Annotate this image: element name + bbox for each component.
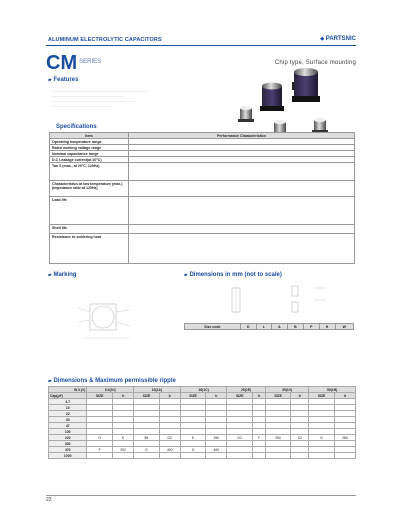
- section-marker-icon: ▰: [48, 77, 52, 82]
- header-rule: [46, 45, 356, 46]
- cell: 460: [206, 447, 227, 453]
- series-title: [46, 52, 101, 75]
- feature-line: [52, 106, 112, 107]
- spec-label: Characteristics at low temperature (max.) (impedance ratio at 120Hz): [50, 181, 129, 197]
- table-row: [50, 181, 355, 197]
- spec-value: [129, 181, 355, 197]
- ripple-col: Ir: [334, 393, 355, 399]
- brand-name: PARTSNIC: [325, 36, 356, 42]
- dim-col-size: Size code: [185, 324, 241, 330]
- cell: F: [253, 435, 266, 441]
- cap-value: 470: [49, 447, 87, 453]
- cell: G: [87, 435, 113, 441]
- features-title: Features: [53, 77, 79, 83]
- dimension-drawing: [222, 282, 332, 320]
- voltage-header: 6.3(0J): [87, 387, 134, 393]
- table-row: [49, 453, 356, 459]
- spec-label: Load life: [50, 197, 129, 225]
- size-col: SIZE: [309, 393, 335, 399]
- spec-label: Rated working voltage range: [50, 145, 129, 151]
- dimensions-heading: [184, 272, 282, 278]
- features-body: [52, 88, 148, 111]
- ripple-col: Ir: [291, 393, 309, 399]
- feature-line: [52, 91, 148, 92]
- features-heading: [48, 77, 78, 83]
- voltage-header: 50(1H): [309, 387, 356, 393]
- dim-col-l: L: [256, 324, 271, 330]
- size-col: SIZE: [180, 393, 206, 399]
- marking-diagram: [74, 294, 140, 344]
- section-marker-icon: ▰: [48, 272, 52, 277]
- ripple-col: Ir: [159, 393, 180, 399]
- ripple-table: [48, 386, 356, 459]
- ripple-col: Ir: [253, 393, 266, 399]
- voltage-header: 10(1A): [134, 387, 181, 393]
- size-col: SIZE: [227, 393, 253, 399]
- spec-label: D.C Leakage current(at 20°C): [50, 157, 129, 163]
- cell: E: [113, 435, 134, 441]
- marking-title: Marking: [53, 272, 77, 278]
- cell: 250: [206, 435, 227, 441]
- table-row: [50, 163, 355, 181]
- cell: 86: [134, 435, 160, 441]
- spec-label: Resistance to soldering heat: [50, 234, 129, 264]
- feature-line: [52, 96, 122, 97]
- dim-col-d: D: [240, 324, 256, 330]
- table-row: [50, 197, 355, 225]
- section-marker-icon: ▰: [184, 272, 188, 277]
- series-suffix: SERIES: [79, 59, 102, 65]
- spec-value: [129, 163, 355, 181]
- dim-col-b: B: [287, 324, 303, 330]
- spec-label: Operating temperature range: [50, 139, 129, 145]
- cell: 280: [265, 435, 291, 441]
- cell: G: [309, 435, 335, 441]
- cell: G: [180, 447, 206, 453]
- spec-label: Shelf life: [50, 225, 129, 234]
- cap-value: 33: [49, 417, 87, 423]
- specifications-heading: Specifications: [56, 124, 97, 130]
- wv-label: W.V.(V): [49, 387, 87, 393]
- spec-label: Nominal capacitance range: [50, 151, 129, 157]
- series-subtitle: Chip type, Surface mounting: [274, 60, 356, 66]
- spec-value: [129, 225, 355, 234]
- cell: D2: [159, 435, 180, 441]
- size-col: SIZE: [87, 393, 113, 399]
- spec-value: [129, 234, 355, 264]
- dim-col-p: P: [303, 324, 319, 330]
- cap-value: 10: [49, 405, 87, 411]
- ripple-col: Ir: [206, 393, 227, 399]
- cap-value: 4.7: [49, 399, 87, 405]
- table-row: [50, 234, 355, 264]
- specifications-table: [49, 132, 355, 264]
- size-col: SIZE: [265, 393, 291, 399]
- size-col: SIZE: [134, 393, 160, 399]
- spec-col-performance: Performance Characteristics: [129, 133, 355, 139]
- page-number: 22: [46, 497, 52, 503]
- cell: 400: [159, 447, 180, 453]
- dim-col-w: W: [335, 324, 353, 330]
- table-row: [50, 225, 355, 234]
- cap-label: Cap(μF): [49, 393, 87, 399]
- ripple-title: Dimensions & Maximum permissible ripple: [53, 378, 176, 384]
- header-category: ALUMINUM ELECTROLYTIC CAPACITORS: [48, 37, 162, 43]
- voltage-header: 35(1V): [265, 387, 308, 393]
- series-name: CM: [46, 52, 78, 74]
- cell: 280: [334, 435, 355, 441]
- spec-col-item: Item: [50, 133, 129, 139]
- cap-value: 22: [49, 411, 87, 417]
- feature-line: [52, 101, 136, 102]
- table-header-row: [185, 324, 354, 330]
- dim-col-h: H: [319, 324, 335, 330]
- cap-value: 1000: [49, 453, 87, 459]
- brand-mark-icon: ◆: [320, 36, 325, 42]
- voltage-header: 25(1E): [227, 387, 265, 393]
- spec-label: Tan δ (max., at 20°C, 120Hz): [50, 163, 129, 181]
- cell: E: [180, 435, 206, 441]
- cell: D2: [227, 435, 253, 441]
- brand-logo: [320, 36, 356, 42]
- cap-value: 330: [49, 441, 87, 447]
- cap-value: 47: [49, 423, 87, 429]
- cap-value: 220: [49, 435, 87, 441]
- cell: F: [87, 447, 113, 453]
- section-marker-icon: ▰: [48, 378, 52, 383]
- spec-value: [129, 197, 355, 225]
- cap-value: 100: [49, 429, 87, 435]
- marking-heading: [48, 272, 76, 278]
- cell: G: [134, 447, 160, 453]
- cell: D2: [291, 435, 309, 441]
- cell: 252: [113, 447, 134, 453]
- ripple-col: Ir: [113, 393, 134, 399]
- dimensions-table: [184, 323, 354, 330]
- dimensions-title: Dimensions in mm (not to scale): [189, 272, 282, 278]
- ripple-heading: [48, 378, 176, 384]
- voltage-header: 16(1C): [180, 387, 227, 393]
- dim-col-a: A: [271, 324, 287, 330]
- footer-rule: [46, 495, 356, 496]
